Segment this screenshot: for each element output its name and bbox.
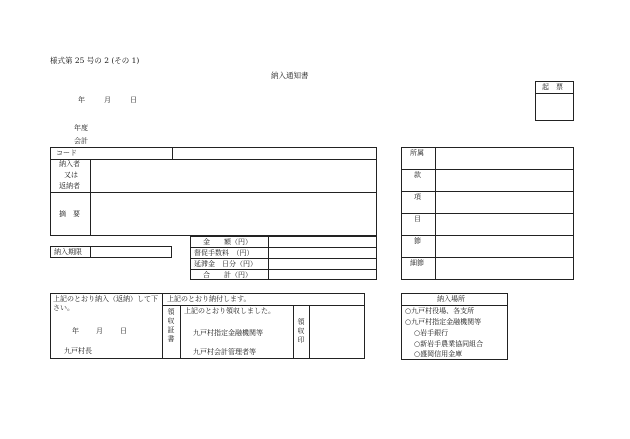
summary-label: 摘 要 <box>59 210 80 218</box>
payment-statement: 上記のとおり納付します。 <box>167 295 251 303</box>
notice-text: 上記のとおり納入（返納）して下さい。 <box>53 295 158 312</box>
receipt-statement: 上記のとおり領収しました。 <box>184 307 275 315</box>
payer-label-2: 又は <box>64 171 78 179</box>
payer-label-1: 納入者 <box>59 160 80 168</box>
treasurer: 九戸村会計管理者等 <box>193 348 256 356</box>
notice-year: 年 <box>72 327 79 335</box>
form-number: 様式第 25 号の 2 (その 1) <box>50 56 140 65</box>
notice-month: 月 <box>96 327 103 335</box>
place-item-1: ○九戸村役場、各支所 <box>405 307 475 315</box>
amount-row-4: 合 計（円） <box>203 271 252 279</box>
moku-label: 目 <box>414 215 421 223</box>
approval-label: 起 票 <box>542 83 563 91</box>
saisetsu-label: 細節 <box>410 259 424 267</box>
accounting-label: 会計 <box>74 137 88 145</box>
kou-label: 項 <box>414 193 421 201</box>
amount-row-2: 督促手数料 （円） <box>194 249 254 257</box>
notice-day: 日 <box>120 327 127 335</box>
payment-places-title: 納入場所 <box>437 295 465 303</box>
issue-month: 月 <box>104 96 111 104</box>
bank-agent: 九戸村指定金融機関等 <box>193 329 263 337</box>
payer-label-3: 返納者 <box>59 182 80 190</box>
place-item-4: ○新岩手農業協同組合 <box>414 340 484 348</box>
receipt-stub-label: 領収証書 <box>167 308 175 344</box>
setsu-label: 節 <box>414 237 421 245</box>
place-item-3: ○岩手銀行 <box>414 329 449 337</box>
due-date-label: 納入期限 <box>54 248 82 256</box>
issue-day: 日 <box>130 96 137 104</box>
mayor-name: 九戸村長 <box>64 347 92 355</box>
place-item-2: ○九戸村指定金融機関等 <box>405 318 482 326</box>
document-title: 納入通知書 <box>271 71 309 80</box>
amount-row-1: 金 額（円） <box>203 238 252 246</box>
dept-label: 所属 <box>410 149 424 157</box>
fiscal-year-label: 年度 <box>74 124 88 132</box>
seal-label: 領収印 <box>297 318 305 345</box>
code-label: コード <box>56 149 77 157</box>
place-item-5: ○盛岡信用金庫 <box>414 350 463 358</box>
issue-year: 年 <box>78 96 85 104</box>
amount-row-3: 延滞金 日分（円） <box>194 260 257 268</box>
kan-label: 款 <box>414 171 421 179</box>
